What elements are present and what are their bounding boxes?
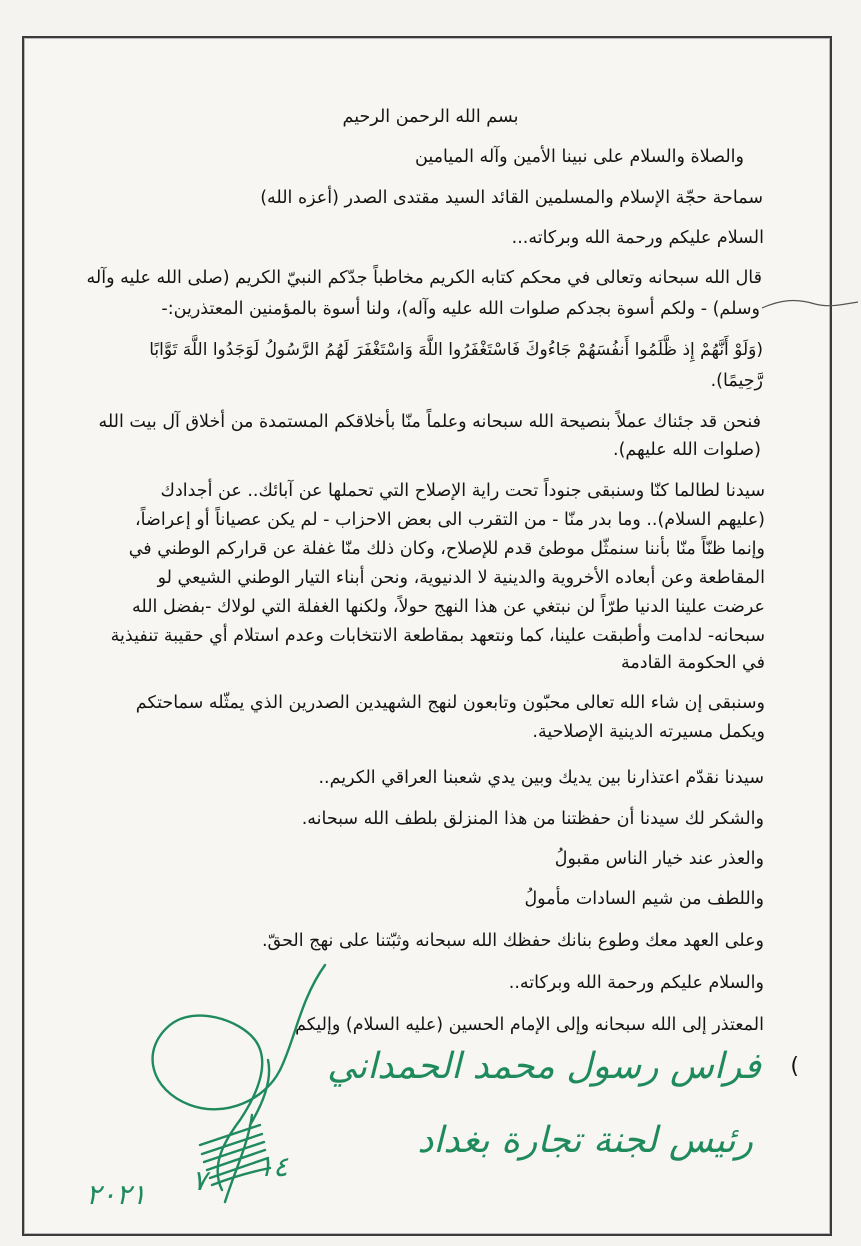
para3-line-6: سبحانه- لدامت وأطبقت علينا، كما ونتعهد بمقاطعة الانتخابات وعدم استلام أي حقيبة تنفيذية <box>110 626 765 646</box>
farewell-line: والسلام عليكم ورحمة الله وبركاته.. <box>508 973 764 993</box>
pledge-line: وعلى العهد معك وطوع بنانك حفظك الله سبحانه وثبّتنا على نهج الحقّ. <box>261 931 764 951</box>
para4-line-1: وسنبقى إن شاء الله تعالى محبّون وتابعون لنهج الشهيدين الصدرين الذي يمثّله سماحتكم <box>135 693 765 713</box>
handwritten-date-year: ٢٠٢١ <box>86 1178 147 1211</box>
thanks-line: والشكر لك سيدنا أن حفظتنا من هذا المنزلق بلطف الله سبحانه. <box>301 809 764 829</box>
open-paren: ( <box>790 1054 799 1079</box>
handwritten-name: فراس رسول محمد الحمداني <box>327 1046 761 1087</box>
para2-line-1: فنحن قد جئناك عملاً بنصيحة الله سبحانه وعلماً منّا بأخلاقكم المستمدة من أخلاق آل بيت الله <box>98 412 761 432</box>
addressee-line: سماحة حجّة الإسلام والمسلمين القائد السيد مقتدى الصدر (أعزه الله) <box>260 188 763 208</box>
greeting-line: السلام عليكم ورحمة الله وبركاته... <box>511 228 764 248</box>
para3-line-2: (عليهم السلام).. وما بدر منّا - من التقرب الى بعض الاحزاب - لم يكن عصياناً أو إعراضاً، <box>135 510 765 530</box>
handwritten-date-month: ٧ <box>192 1164 208 1197</box>
apology-line: سيدنا نقدّم اعتذارنا بين يديك وبين يدي شعبنا العراقي الكريم.. <box>318 768 764 788</box>
quran-verse-line-1: (وَلَوْ أَنَّهُمْ إِذ ظَّلَمُوا أَنفُسَهُمْ جَاءُوكَ فَاسْتَغْفَرُوا اللَّهَ وَاسْتَغْفَرَ لَهُمُ الرَّسُولُ لَوَجَدُوا اللَّهَ تَوَّابًا <box>149 340 763 360</box>
para2-line-2: (صلوات الله عليهم). <box>613 440 761 460</box>
signatory-line: المعتذر إلى الله سبحانه وإلى الإمام الحسين (عليه السلام) وإليكم <box>295 1015 764 1035</box>
para3-line-1: سيدنا لطالما كنّا وسنبقى جنوداً تحت راية الإصلاح التي تحملها عن آبائك.. عن أجدادك <box>160 481 765 501</box>
para1-line-1: قال الله سبحانه وتعالى في محكم كتابه الكريم مخاطباً جدّكم النبيّ الكريم (صلى الله عليه وآله <box>86 268 762 288</box>
para4-line-2: ويكمل مسيرته الدينية الإصلاحية. <box>532 722 765 742</box>
poem-line-1: والعذر عند خيار الناس مقبولُ <box>554 849 764 869</box>
para3-line-5: عرضت علينا الدنيا طرّاً لن نبتغي عن هذا النهج حولاً، ولكنها الغفلة التي لولاك -بفضل الله <box>132 597 765 617</box>
para3-line-3: وإنما ظنّاً منّا بأننا سنمثّل موطئ قدم للإصلاح، وكان ذلك منّا غفلة عن قراركم الوطني في <box>128 539 765 559</box>
signature-scribble <box>100 940 380 1220</box>
quran-verse-line-2: رَّحِيمًا). <box>710 371 763 391</box>
stray-pen-stroke <box>760 290 860 320</box>
salutation-line: والصلاة والسلام على نبينا الأمين وآله الميامين <box>415 147 744 167</box>
poem-line-2: واللطف من شيم السادات مأمولُ <box>524 889 764 909</box>
handwritten-title: رئيس لجنة تجارة بغداد <box>417 1120 753 1161</box>
handwritten-date-day: ١٤ <box>258 1150 289 1183</box>
para3-line-4: المقاطعة وعن أبعاده الأخروية والدينية لا الدنيوية، ونحن أبناء التيار الوطني الشيعي لو <box>157 568 765 588</box>
basmala: بسم الله الرحمن الرحيم <box>342 107 519 127</box>
para1-line-2: وسلم) - ولكم أسوة بجدكم صلوات الله عليه وآله)، ولنا أسوة بالمؤمنين المعتذرين:- <box>161 299 760 319</box>
para3-line-7: في الحكومة القادمة <box>621 653 765 673</box>
